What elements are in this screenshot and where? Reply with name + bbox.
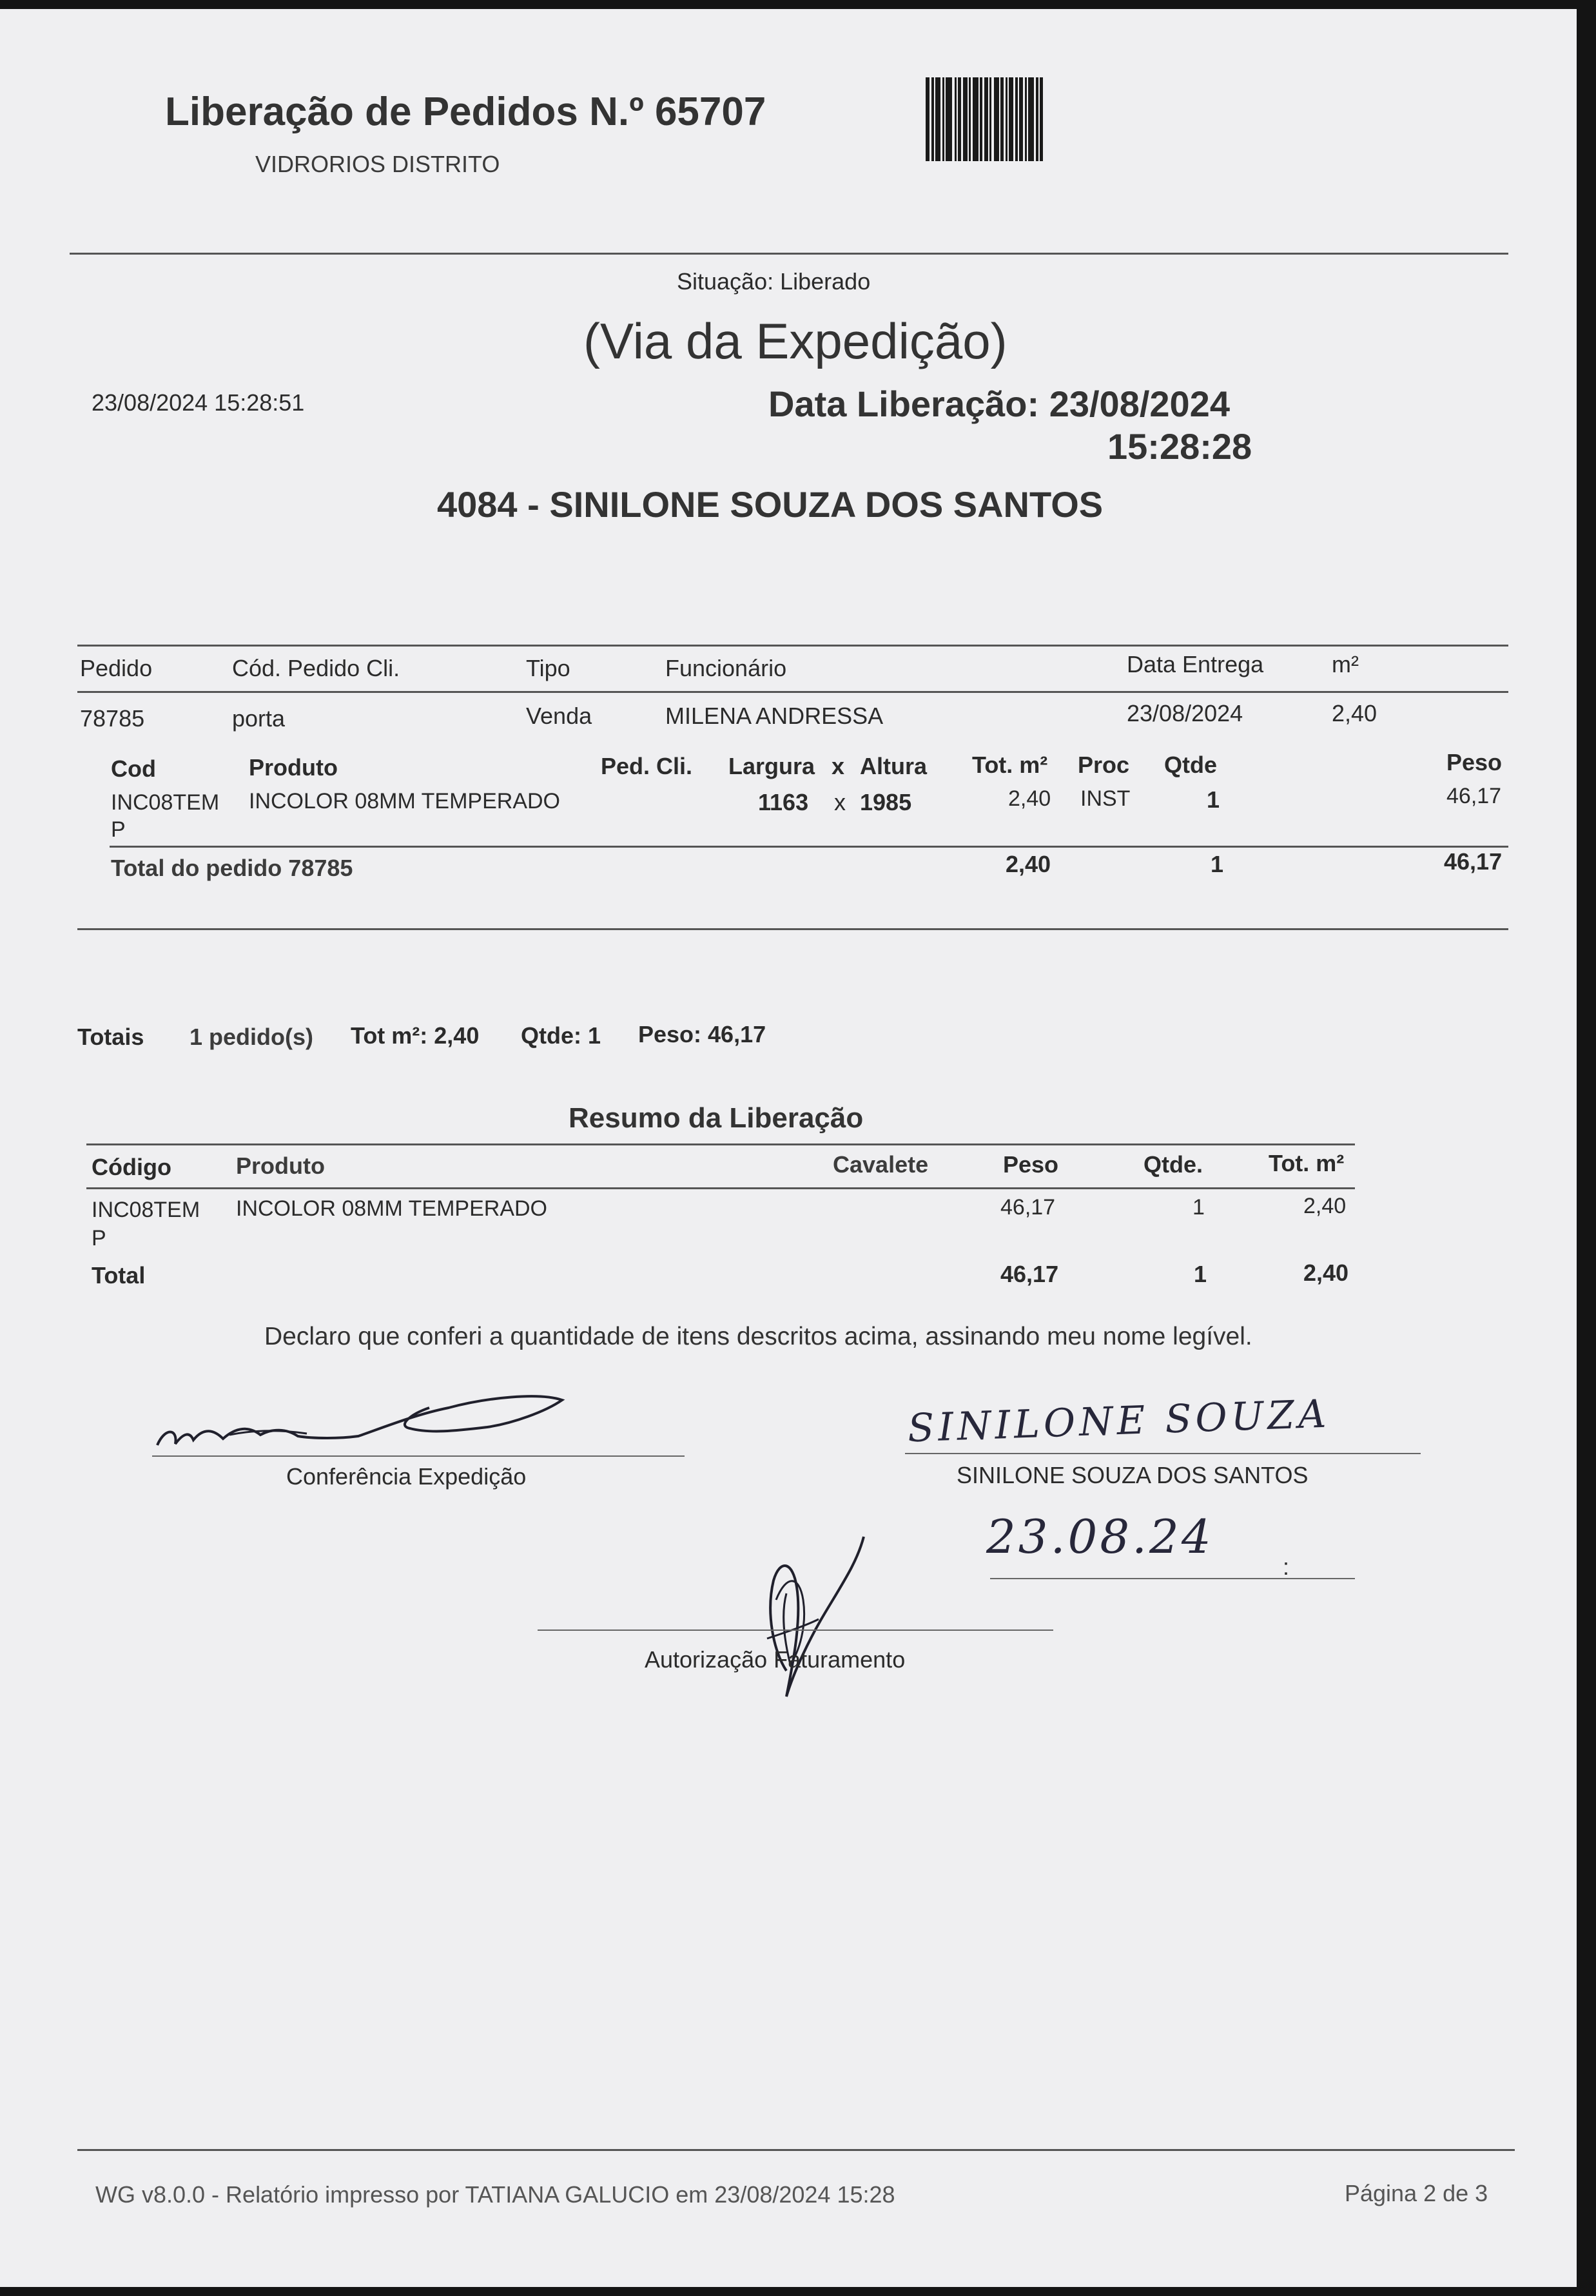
order-total-qtde: 1 bbox=[1211, 851, 1224, 877]
col-m2: m² bbox=[1332, 651, 1359, 677]
resumo-title: Resumo da Liberação bbox=[569, 1102, 864, 1134]
col-tipo: Tipo bbox=[526, 655, 570, 681]
col-pedido: Pedido bbox=[80, 655, 153, 681]
conferencia-signature bbox=[152, 1388, 590, 1459]
barcode-bar bbox=[1000, 77, 1004, 161]
resumo-total-peso: 46,17 bbox=[1000, 1261, 1059, 1287]
situacao-text: Situação: Liberado bbox=[677, 268, 871, 295]
item-col-x: x bbox=[832, 753, 845, 779]
autorizacao-line bbox=[538, 1630, 1053, 1631]
barcode-bar bbox=[946, 77, 952, 161]
col-cod-pedido-cli: Cód. Pedido Cli. bbox=[232, 655, 400, 681]
item-cod-line1: INC08TEM bbox=[111, 790, 220, 815]
resumo-total-label: Total bbox=[92, 1262, 146, 1289]
item-col-cod: Cod bbox=[111, 755, 156, 782]
conferencia-label: Conferência Expedição bbox=[286, 1463, 527, 1490]
item-col-qtde: Qtde bbox=[1164, 752, 1218, 778]
cell-cod-pedido-cli: porta bbox=[232, 705, 286, 732]
resumo-header-rule bbox=[86, 1187, 1355, 1189]
item-col-proc: Proc bbox=[1078, 752, 1130, 778]
resumo-col-codigo: Código bbox=[92, 1154, 171, 1180]
handwritten-date: 23.08.24 bbox=[986, 1510, 1214, 1564]
declaration-text: Declaro que conferi a quantidade de itens descritos acima, assinando meu nome legível. bbox=[264, 1323, 1252, 1350]
header-divider bbox=[70, 253, 1508, 255]
autorizacao-label: Autorização Faturamento bbox=[645, 1646, 906, 1673]
resumo-codigo-line2: P bbox=[92, 1226, 106, 1250]
order-table-bottom-rule bbox=[77, 928, 1508, 930]
resumo-col-peso: Peso bbox=[1003, 1151, 1059, 1178]
barcode-bar bbox=[1028, 77, 1034, 161]
client-signature-line bbox=[905, 1453, 1421, 1454]
barcode-bar bbox=[984, 77, 988, 161]
order-total-label: Total do pedido 78785 bbox=[111, 855, 353, 881]
col-funcionario: Funcionário bbox=[665, 655, 787, 681]
client-name-heading: 4084 - SINILONE SOUZA DOS SANTOS bbox=[437, 484, 1104, 525]
time-blank: : bbox=[1283, 1553, 1290, 1580]
col-data-entrega: Data Entrega bbox=[1127, 651, 1264, 677]
print-datetime: 23/08/2024 15:28:51 bbox=[92, 389, 305, 416]
resumo-codigo-line1: INC08TEM bbox=[92, 1198, 200, 1222]
totais-m2: Tot m²: 2,40 bbox=[351, 1022, 480, 1049]
resumo-produto: INCOLOR 08MM TEMPERADO bbox=[236, 1196, 548, 1221]
cell-pedido: 78785 bbox=[80, 705, 145, 732]
barcode-bar bbox=[1036, 77, 1038, 161]
totais-peso: Peso: 46,17 bbox=[638, 1021, 766, 1047]
item-col-largura: Largura bbox=[728, 753, 815, 779]
barcode-bar bbox=[931, 77, 934, 161]
totais-qtde: Qtde: 1 bbox=[521, 1022, 601, 1049]
resumo-col-tot-m2: Tot. m² bbox=[1269, 1150, 1345, 1176]
barcode-bar bbox=[980, 77, 982, 161]
cell-funcionario: MILENA ANDRESSA bbox=[665, 703, 884, 729]
via-title: (Via da Expedição) bbox=[583, 313, 1007, 369]
data-liberacao: Data Liberação: 23/08/2024 bbox=[768, 384, 1230, 424]
item-col-produto: Produto bbox=[249, 754, 338, 781]
resumo-total-qtde: 1 bbox=[1194, 1261, 1207, 1287]
company-name: VIDRORIOS DISTRITO bbox=[255, 151, 500, 177]
barcode-bar bbox=[1015, 77, 1018, 161]
resumo-top-rule bbox=[86, 1143, 1355, 1145]
item-col-peso: Peso bbox=[1446, 749, 1503, 775]
footer-rule bbox=[77, 2149, 1515, 2151]
item-altura: 1985 bbox=[860, 789, 912, 815]
barcode-bar bbox=[1040, 77, 1043, 161]
barcode-bar bbox=[969, 77, 971, 161]
document-title: Liberação de Pedidos N.º 65707 bbox=[165, 90, 766, 134]
barcode-bar bbox=[958, 77, 961, 161]
cell-data-entrega: 23/08/2024 bbox=[1127, 700, 1243, 726]
item-tot-m2: 2,40 bbox=[1008, 786, 1051, 811]
item-largura: 1163 bbox=[758, 789, 809, 815]
order-table-top-rule bbox=[77, 645, 1508, 647]
resumo-col-produto: Produto bbox=[236, 1153, 325, 1179]
item-col-altura: Altura bbox=[860, 753, 928, 779]
client-handwritten-signature: SINILONE SOUZA bbox=[906, 1391, 1331, 1452]
item-qtde: 1 bbox=[1207, 786, 1220, 813]
barcode-bar bbox=[955, 77, 957, 161]
barcode-bar bbox=[963, 77, 968, 161]
barcode-bar bbox=[1009, 77, 1013, 161]
date-line bbox=[990, 1578, 1274, 1579]
barcode-bar bbox=[1025, 77, 1027, 161]
resumo-col-cavalete: Cavalete bbox=[833, 1151, 929, 1178]
barcode bbox=[926, 77, 1177, 161]
item-col-ped-cli: Ped. Cli. bbox=[601, 753, 693, 779]
item-col-tot-m2: Tot. m² bbox=[972, 752, 1048, 778]
barcode-bar bbox=[973, 77, 978, 161]
item-peso: 46,17 bbox=[1446, 784, 1502, 808]
resumo-total-tot-m2: 2,40 bbox=[1303, 1260, 1349, 1286]
resumo-qtde: 1 bbox=[1192, 1195, 1205, 1220]
time-line bbox=[1257, 1578, 1355, 1579]
order-total-m2: 2,40 bbox=[1006, 851, 1051, 877]
barcode-bar bbox=[926, 77, 929, 161]
conferencia-line bbox=[152, 1455, 685, 1457]
page-number: Página 2 de 3 bbox=[1345, 2180, 1488, 2206]
resumo-tot-m2: 2,40 bbox=[1303, 1194, 1347, 1218]
document-page bbox=[0, 9, 1577, 2287]
barcode-bar bbox=[989, 77, 991, 161]
data-liberacao-time: 15:28:28 bbox=[1107, 426, 1252, 467]
order-total-peso: 46,17 bbox=[1444, 848, 1503, 875]
cell-tipo: Venda bbox=[526, 703, 592, 729]
autorizacao-signature bbox=[748, 1535, 877, 1703]
item-cod-line2: P bbox=[111, 817, 126, 842]
barcode-bar bbox=[942, 77, 944, 161]
item-x: x bbox=[834, 789, 846, 815]
barcode-bar bbox=[935, 77, 940, 161]
item-proc: INST bbox=[1080, 786, 1131, 811]
footer-text: WG v8.0.0 - Relatório impresso por TATIANA GALUCIO em 23/08/2024 15:28 bbox=[95, 2181, 895, 2208]
item-total-rule bbox=[110, 846, 1508, 848]
barcode-bar bbox=[1019, 77, 1023, 161]
cell-m2: 2,40 bbox=[1332, 700, 1377, 726]
barcode-bar bbox=[994, 77, 999, 161]
totais-pedidos: 1 pedido(s) bbox=[190, 1024, 314, 1050]
resumo-col-qtde: Qtde. bbox=[1143, 1151, 1203, 1178]
totais-label: Totais bbox=[77, 1024, 144, 1050]
order-header-rule bbox=[77, 691, 1508, 693]
resumo-peso: 46,17 bbox=[1000, 1195, 1056, 1220]
item-produto: INCOLOR 08MM TEMPERADO bbox=[249, 789, 561, 813]
barcode-bar bbox=[1006, 77, 1007, 161]
client-name-label: SINILONE SOUZA DOS SANTOS bbox=[957, 1462, 1309, 1488]
